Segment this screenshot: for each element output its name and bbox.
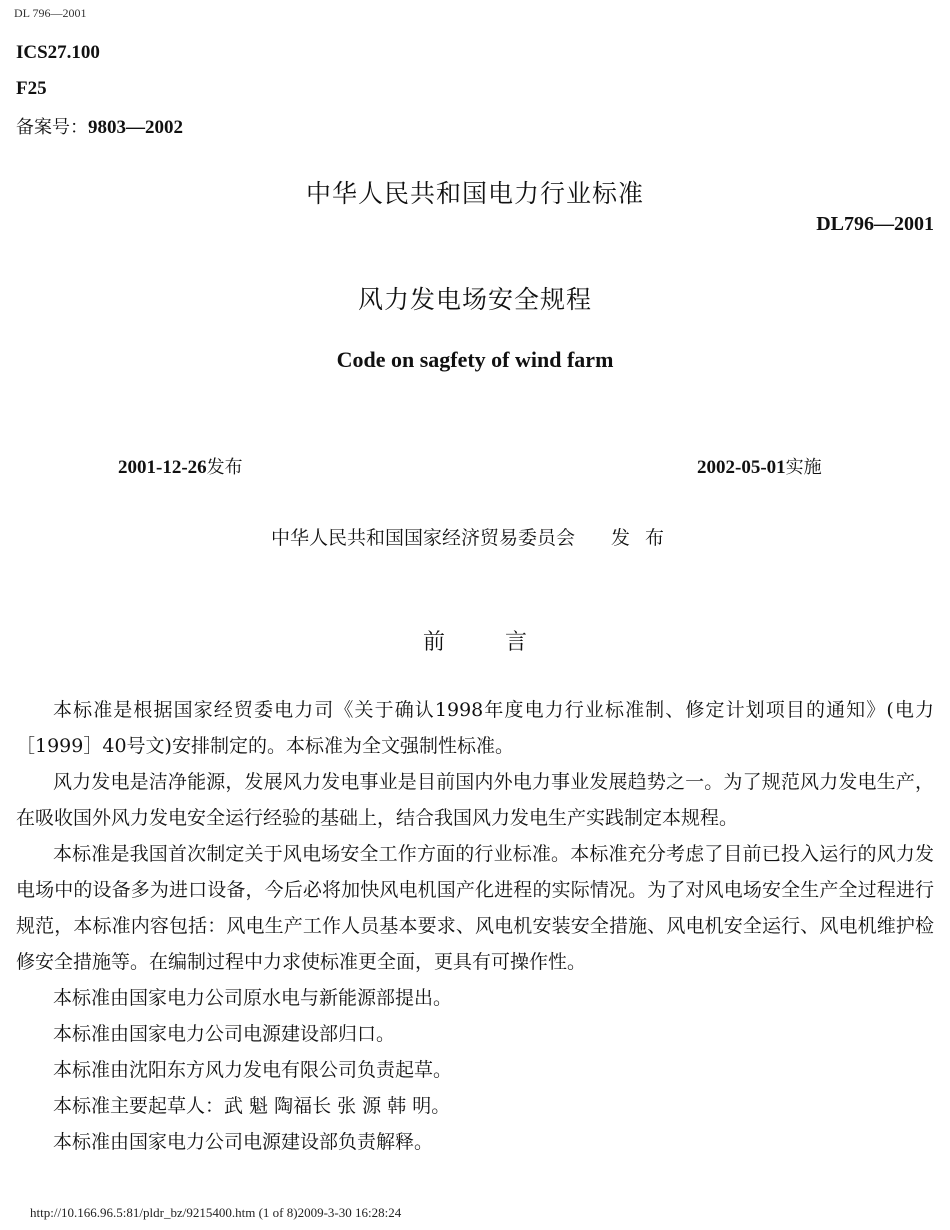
record-number bbox=[16, 113, 183, 139]
standard-organization: 中华人民共和国电力行业标准 bbox=[305, 179, 644, 208]
paragraph: 本标准是我国首次制定关于风电场安全工作方面的行业标准。本标准充分考虑了目前已投入运行的风力发电场中的设备多为进口设备，今后必将加快风电机国产化进程的实际情况。为了对风电场安全生产全过程进行规范，本标准内容包括：风电生产工作人员基本要求、风电机安装安全措施、风电机安全运行、风电机维护检修安全措施等。在编制过程中力求使标准更全面，更具有可操作性。 bbox=[16, 843, 934, 973]
foreword-char-2: 言 bbox=[505, 630, 528, 655]
paragraph: 本标准主要起草人：武 魁 陶福长 张 源 韩 明。 bbox=[53, 1095, 451, 1117]
implement-date bbox=[697, 453, 822, 479]
record-label: 备案号： bbox=[16, 117, 88, 138]
title-chinese: 风力发电场安全规程 bbox=[357, 285, 592, 314]
running-header: DL 796—2001 bbox=[14, 6, 87, 20]
issue-label: 发布 bbox=[206, 457, 243, 478]
issue-date bbox=[118, 453, 243, 479]
foreword-heading bbox=[0, 625, 950, 656]
title-english: Code on sagfety of wind farm bbox=[336, 347, 614, 372]
ics-code: ICS27.100 bbox=[16, 42, 100, 63]
implement-date-value: 2002-05-01 bbox=[697, 457, 786, 478]
paragraph: 本标准由国家电力公司电源建设部负责解释。 bbox=[53, 1131, 434, 1153]
record-number-value: 9803—2002 bbox=[88, 117, 183, 138]
issuer-action: 发布 bbox=[611, 527, 680, 549]
paragraph: 本标准由国家电力公司电源建设部归口。 bbox=[53, 1023, 396, 1045]
paragraph: 风力发电是洁净能源，发展风力发电事业是目前国内外电力事业发展趋势之一。为了规范风力发电生产，在吸收国外风力发电安全运行经验的基础上，结合我国风力发电生产实践制定本规程。 bbox=[16, 771, 934, 829]
paragraph: 本标准由沈阳东方风力发电有限公司负责起草。 bbox=[53, 1059, 453, 1081]
foreword-body bbox=[16, 692, 934, 1160]
footer-url: http://10.166.96.5:81/pldr_bz/9215400.htm (1 of 8)2009-3-30 16:28:24 bbox=[30, 1205, 402, 1220]
foreword-char-1: 前 bbox=[422, 630, 445, 655]
paragraph: 本标准由国家电力公司原水电与新能源部提出。 bbox=[53, 987, 453, 1009]
standard-code: DL796—2001 bbox=[816, 213, 934, 235]
classification-code: F25 bbox=[16, 78, 47, 99]
issuer-org: 中华人民共和国国家经济贸易委员会 bbox=[270, 527, 575, 549]
issuer bbox=[0, 523, 950, 550]
issue-date-value: 2001-12-26 bbox=[118, 457, 207, 478]
implement-label: 实施 bbox=[785, 457, 822, 478]
paragraph: 本标准是根据国家经贸委电力司《关于确认1998年度电力行业标准制、修定计划项目的通知》(电力［1999］40号文)安排制定的。本标准为全文强制性标准。 bbox=[16, 699, 934, 757]
